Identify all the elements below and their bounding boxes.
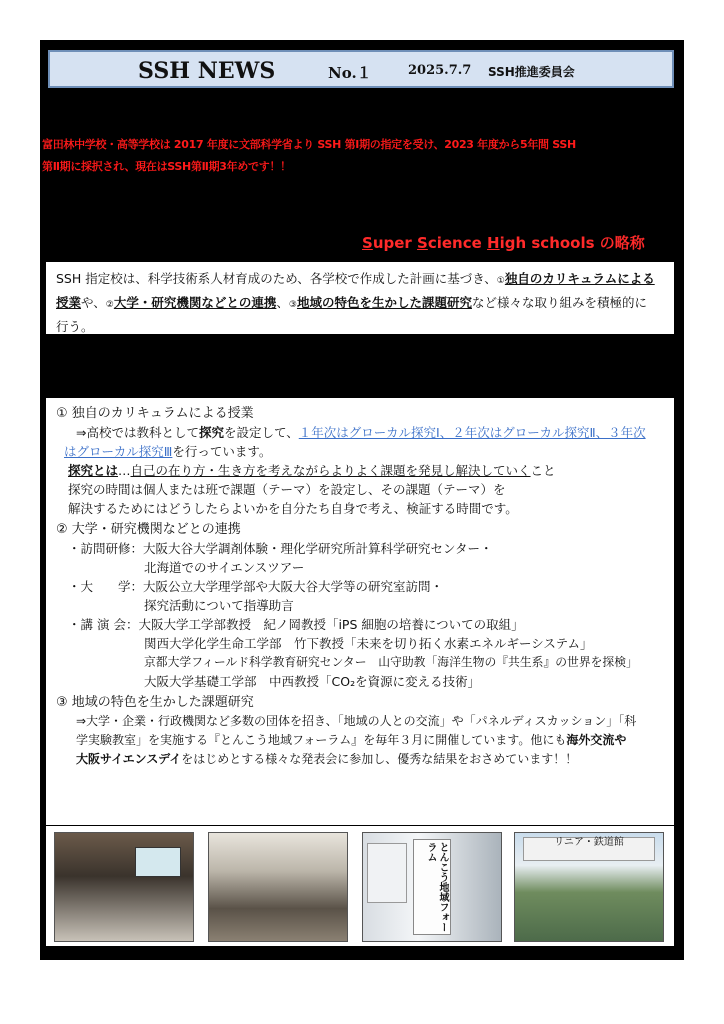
s3-l2b: 海外交流や [566,733,627,747]
def-text-4: など様々な取り組みを積極的に [471,295,647,310]
intro-red-line-2: 第Ⅱ期に採択され、現在はSSH第Ⅱ期3年めです！！ [42,160,291,173]
museum-banner: リニア・鉄道館 [523,837,655,861]
newsletter-header [48,50,674,88]
forum-sign-photo [362,832,502,942]
s1-l3a: 探究とは [68,463,119,478]
def-num-3: ③ [288,300,297,310]
s1-l3c: 自己の在り方・生き方を考えながらよりよく課題を発見し解決していく [130,463,531,478]
def-item-2: 大学・研究機関などとの連携 [113,295,277,310]
section-1-line-2 [56,442,664,461]
lecture-hall-photo [54,832,194,942]
main-content-box [46,398,674,825]
def-item-3: 地域の特色を生かした課題研究 [296,295,472,310]
committee-name: SSH推進委員会 [488,65,575,79]
newsletter-title: SSH NEWS [138,58,276,84]
s1-l2a: はグローカル探究Ⅲ [64,444,173,459]
section-1-line-3 [56,461,664,480]
def-text-2: や、 [81,295,106,310]
forum-notice-board [367,843,407,903]
s1-l1d: １年次はグローカル探究Ⅰ、２年次はグローカル探究Ⅱ、３年次 [298,425,646,440]
abbr-cience: cience [427,234,488,252]
s1-l1b: 探究 [198,425,224,440]
section-1-line-5: 解決するためにはどうしたらよいかを自分たち自身で考え、検証する時間です。 [68,501,518,516]
section-1-line-4: 探究の時間は個人または班で課題（テーマ）を設定し、その課題（テーマ）を [68,482,506,497]
abbr-letter-s: S [362,234,373,252]
section-3-line-1: ⇒大学・企業・行政機関など多数の団体を招き、「地域の人との交流」や「パネルディスカッション」「科 [76,714,637,728]
s1-l1c: を設定して、 [224,425,299,440]
s3-l2: 学実験教室」を実施する『とんこう地域フォーラム』を毎年３月に開催しています。他にも [76,733,567,747]
s1-l1a: ⇒高校では教科として [76,425,199,440]
lecture-line-3: 京都大学フィールド科学教育研究センター 山守助教「海洋生物の『共生系』の世界を探検」 [144,655,638,669]
def-text-1: SSH 指定校は、科学技術系人材育成のため、各学校で作成した計画に基づき、 [56,271,497,286]
issue-date: 2025.7.7 [408,63,472,78]
visit-line-1: ・訪問研修：大阪大谷大学調剤体験・理化学研究所計算科学研究センター・ [68,541,493,556]
def-num-1: ① [496,276,505,286]
ssh-abbreviation [362,232,645,253]
univ-line-1: ・大 学：大阪公立大学理学部や大阪大谷大学等の研究室訪問・ [68,579,444,594]
abbr-igh: igh schools の略称 [499,234,645,252]
def-text-3: 、 [276,295,289,310]
def-text-5: 行う。 [56,319,94,334]
lecture-line-1: ・講 演 会：大阪大学工学部教授 紀ノ岡教授「iPS 細胞の培養についての取組」 [68,617,524,632]
abbr-letter-h: H [487,234,500,252]
section-1-line-1 [56,423,664,442]
issue-number: No.１ [328,64,372,82]
visit-line-2: 北海道でのサイエンスツアー [144,560,305,575]
section-3-heading: ③ 地域の特色を生かした課題研究 [56,695,254,710]
s3-l3b: をはじめとする様々な発表会に参加し、優秀な結果をおさめています！！ [181,752,578,766]
section-3-line-2 [56,731,664,750]
def-item-1: 独自のカリキュラムによる [504,271,655,286]
def-item-1b: 授業 [56,295,82,310]
s1-l2b: を行っています。 [172,444,272,459]
projector-screen [135,847,181,877]
auditorium-photo [208,832,348,942]
photo-strip [46,826,674,946]
abbr-letter-s2: S [417,234,428,252]
group-photo [514,832,664,942]
def-num-2: ② [105,300,114,310]
s1-l3d: こと [530,463,556,478]
univ-line-2: 探究活動について指導助言 [144,598,294,613]
lecture-line-4: 大阪大学基礎工学部 中西教授「CO₂を資源に変える技術」 [144,674,481,689]
section-3-line-3 [56,750,664,769]
section-1-heading: ① 独自のカリキュラムによる授業 [56,406,254,421]
s1-l3b: … [118,463,131,478]
abbr-uper: uper [372,234,418,252]
ssh-definition-box [46,262,674,334]
intro-red-text [42,134,682,178]
s3-l3a: 大阪サイエンスデイ [76,752,182,766]
section-2-heading: ② 大学・研究機関などとの連携 [56,522,241,537]
intro-red-line-1: 富田林中学校・高等学校は 2017 年度に文部科学省より SSH 第Ⅰ期の指定を受け、2023 年度から5年間 SSH [42,138,576,151]
lecture-line-2: 関西大学化学生命工学部 竹下教授「未来を切り拓く水素エネルギーシステム」 [144,636,593,651]
forum-signboard: とんこう地域フォーラム [413,839,451,935]
